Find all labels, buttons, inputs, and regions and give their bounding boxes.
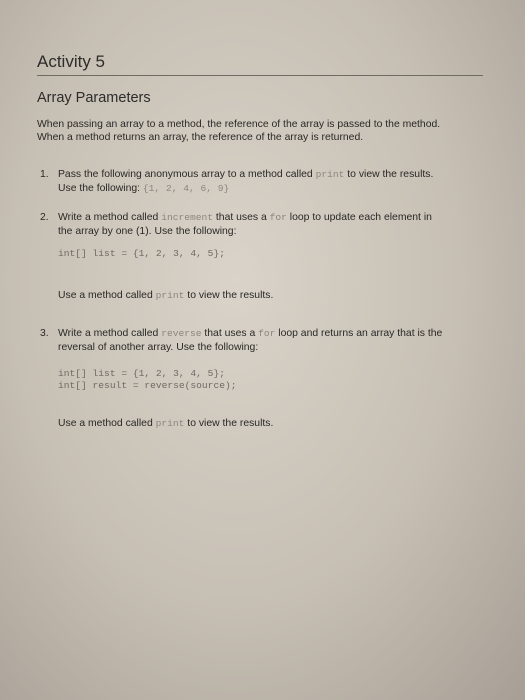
item-text: Pass the following anonymous array to a method called: [58, 169, 316, 180]
item-text: Write a method called: [58, 212, 162, 223]
inline-code: reverse: [161, 328, 202, 339]
title-divider: [37, 75, 483, 76]
item-text: to view the results.: [344, 169, 434, 180]
activity-title: Activity 5: [37, 52, 106, 71]
item-text: that uses a: [201, 328, 259, 339]
item-text: Use a method called: [58, 418, 156, 429]
code-line: int[] result = reverse(source);: [58, 380, 237, 391]
intro-line-2: When a method returns an array, the reference of the array is returned.: [37, 132, 364, 143]
inline-code: for: [258, 328, 276, 339]
item-text: Use the following:: [58, 183, 143, 194]
section-title: Array Parameters: [37, 90, 151, 106]
item-body: [58, 327, 488, 355]
item-line: reversal of another array. Use the following:: [58, 342, 259, 353]
item-note: [58, 290, 273, 301]
item-text: Write a method called: [58, 328, 162, 339]
inline-code: print: [155, 418, 185, 429]
item-line: [58, 168, 488, 182]
inline-code: print: [315, 169, 345, 180]
code-snippet: int[] list = {1, 2, 3, 4, 5};: [58, 248, 225, 259]
item-body: [58, 211, 488, 239]
item-text: loop to update each element in: [286, 212, 432, 223]
item-text: to view the results.: [184, 290, 274, 301]
code-snippet: [58, 368, 236, 392]
item-text: that uses a: [213, 212, 270, 223]
item-number: 1.: [40, 169, 49, 180]
item-number: 2.: [40, 212, 49, 223]
item-body: [58, 168, 488, 196]
item-note: [58, 418, 273, 429]
item-text: to view the results.: [184, 418, 274, 429]
item-line: [58, 211, 488, 225]
inline-code: increment: [161, 212, 214, 223]
item-line: the array by one (1). Use the following:: [58, 226, 237, 237]
item-line: [58, 182, 488, 196]
item-line: [58, 327, 488, 341]
item-text: Use a method called: [58, 290, 156, 301]
item-number: 3.: [40, 328, 49, 339]
inline-code: {1, 2, 4, 6, 9}: [142, 183, 230, 194]
item-text: loop and returns an array that is the: [275, 328, 443, 339]
inline-code: print: [155, 290, 185, 301]
inline-code: for: [269, 212, 287, 223]
intro-paragraph: [37, 118, 487, 144]
code-line: int[] list = {1, 2, 3, 4, 5};: [58, 368, 225, 379]
intro-line-1: When passing an array to a method, the reference of the array is passed to the method.: [37, 119, 441, 130]
